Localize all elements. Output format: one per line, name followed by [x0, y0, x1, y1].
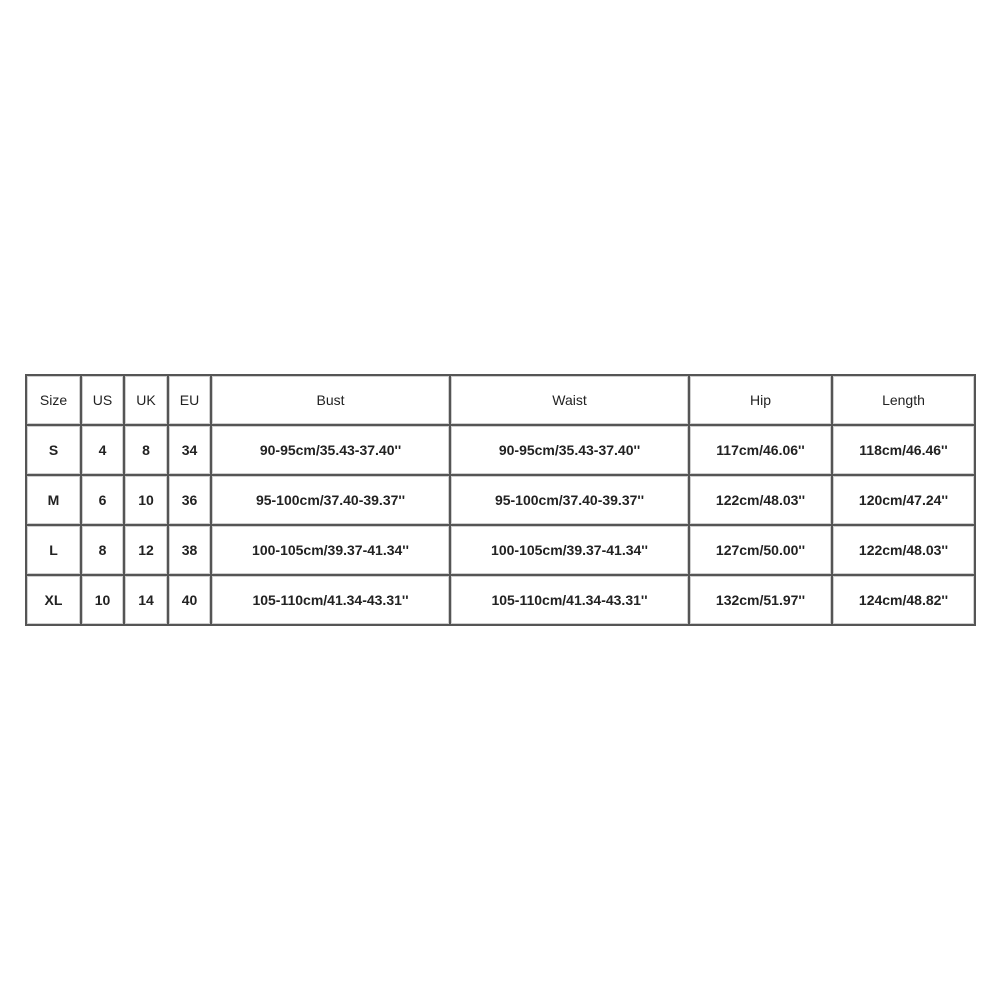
- cell-bust: 100-105cm/39.37-41.34'': [211, 525, 450, 575]
- cell-uk: 12: [124, 525, 168, 575]
- header-eu: EU: [168, 375, 211, 425]
- header-waist: Waist: [450, 375, 689, 425]
- cell-uk: 14: [124, 575, 168, 625]
- header-uk: UK: [124, 375, 168, 425]
- cell-waist: 90-95cm/35.43-37.40'': [450, 425, 689, 475]
- cell-us: 10: [81, 575, 124, 625]
- table-row: [26, 525, 975, 575]
- cell-size: XL: [26, 575, 81, 625]
- cell-us: 4: [81, 425, 124, 475]
- table-row: [26, 575, 975, 625]
- cell-eu: 34: [168, 425, 211, 475]
- cell-hip: 122cm/48.03'': [689, 475, 832, 525]
- size-chart-header: [26, 375, 975, 425]
- header-bust: Bust: [211, 375, 450, 425]
- cell-waist: 105-110cm/41.34-43.31'': [450, 575, 689, 625]
- size-chart-table: [25, 374, 976, 626]
- header-size: Size: [26, 375, 81, 425]
- header-us: US: [81, 375, 124, 425]
- header-length: Length: [832, 375, 975, 425]
- cell-waist: 95-100cm/37.40-39.37'': [450, 475, 689, 525]
- cell-size: L: [26, 525, 81, 575]
- cell-size: M: [26, 475, 81, 525]
- table-row: [26, 475, 975, 525]
- cell-eu: 36: [168, 475, 211, 525]
- cell-bust: 95-100cm/37.40-39.37'': [211, 475, 450, 525]
- size-chart-body: [26, 425, 975, 625]
- cell-uk: 10: [124, 475, 168, 525]
- cell-length: 122cm/48.03'': [832, 525, 975, 575]
- cell-length: 118cm/46.46'': [832, 425, 975, 475]
- cell-waist: 100-105cm/39.37-41.34'': [450, 525, 689, 575]
- header-hip: Hip: [689, 375, 832, 425]
- cell-bust: 90-95cm/35.43-37.40'': [211, 425, 450, 475]
- cell-uk: 8: [124, 425, 168, 475]
- cell-size: S: [26, 425, 81, 475]
- header-row: [26, 375, 975, 425]
- cell-us: 6: [81, 475, 124, 525]
- cell-length: 124cm/48.82'': [832, 575, 975, 625]
- cell-length: 120cm/47.24'': [832, 475, 975, 525]
- table-row: [26, 425, 975, 475]
- cell-hip: 132cm/51.97'': [689, 575, 832, 625]
- cell-eu: 38: [168, 525, 211, 575]
- cell-us: 8: [81, 525, 124, 575]
- cell-hip: 127cm/50.00'': [689, 525, 832, 575]
- cell-eu: 40: [168, 575, 211, 625]
- cell-bust: 105-110cm/41.34-43.31'': [211, 575, 450, 625]
- cell-hip: 117cm/46.06'': [689, 425, 832, 475]
